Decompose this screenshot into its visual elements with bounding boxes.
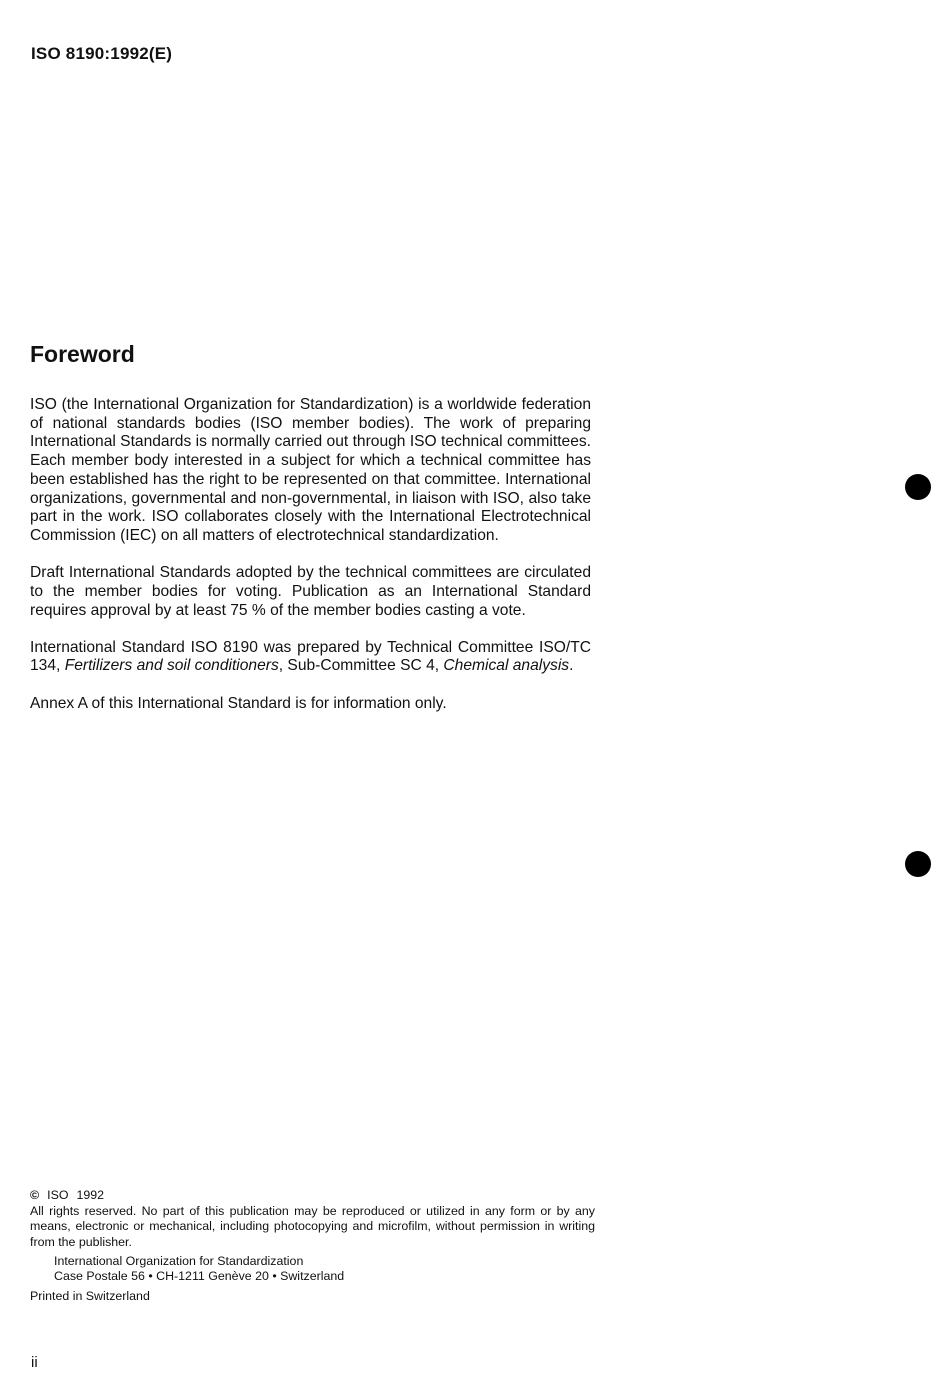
copyright-year: 1992 [76,1188,105,1202]
margin-dot-mark [905,474,931,500]
publisher-address [54,1254,595,1284]
copyright-footer [30,1188,595,1304]
copyright-line [30,1188,595,1203]
copyright-org: ISO [47,1188,69,1202]
address-line-2: Case Postale 56 • CH-1211 Genève 20 • Switzerland [54,1269,345,1284]
printed-in: Printed in Switzerland [30,1289,150,1304]
rights-statement: All rights reserved. No part of this publication may be reproduced or utilized in any form or by any means, electronic or mechanical, including photocopying and microfilm, without permission in writing from the publisher. [30,1204,595,1249]
paragraph-3-text-mid: , Sub-Committee SC 4, [278,657,444,675]
paragraph-3-text-end: . [569,657,574,675]
foreword-paragraph-3 [30,639,591,676]
subcommittee-name: Chemical analysis [443,657,570,675]
foreword-paragraph-1: ISO (the International Organization for Standardization) is a worldwide federation of national standards bodies (ISO member bodies). The work of preparing International Standards is normally carried out through ISO technical committees. Each member body interested in a subject for which a technical committee has been established has the right to be represented on that committee. International organizations, governmental and non-governmental, in liaison with ISO, also take part in the work. ISO collaborates closely with the International Electrotechnical Commission (IEC) on all matters of electrotechnical standardization. [30,396,591,544]
margin-dot-mark [905,851,931,877]
foreword-paragraph-4: Annex A of this International Standard is for information only. [30,694,447,712]
document-code: ISO 8190:1992(E) [31,44,173,63]
page-number: ii [31,1354,38,1371]
committee-name: Fertilizers and soil conditioners [64,657,279,675]
foreword-title: Foreword [30,341,135,367]
paragraph-3-text: International Standard ISO 8190 was prepared by Technical Committee ISO/TC 134, [30,638,591,675]
foreword-body [30,396,591,732]
copyright-symbol: © [30,1188,40,1202]
foreword-paragraph-2: Draft International Standards adopted by the technical committees are circulated to the member bodies for voting. Publication as an International Standard requires approval by at least 75 % of the member bodies casting a vote. [30,564,591,619]
address-line-1: International Organization for Standardization [54,1253,304,1268]
